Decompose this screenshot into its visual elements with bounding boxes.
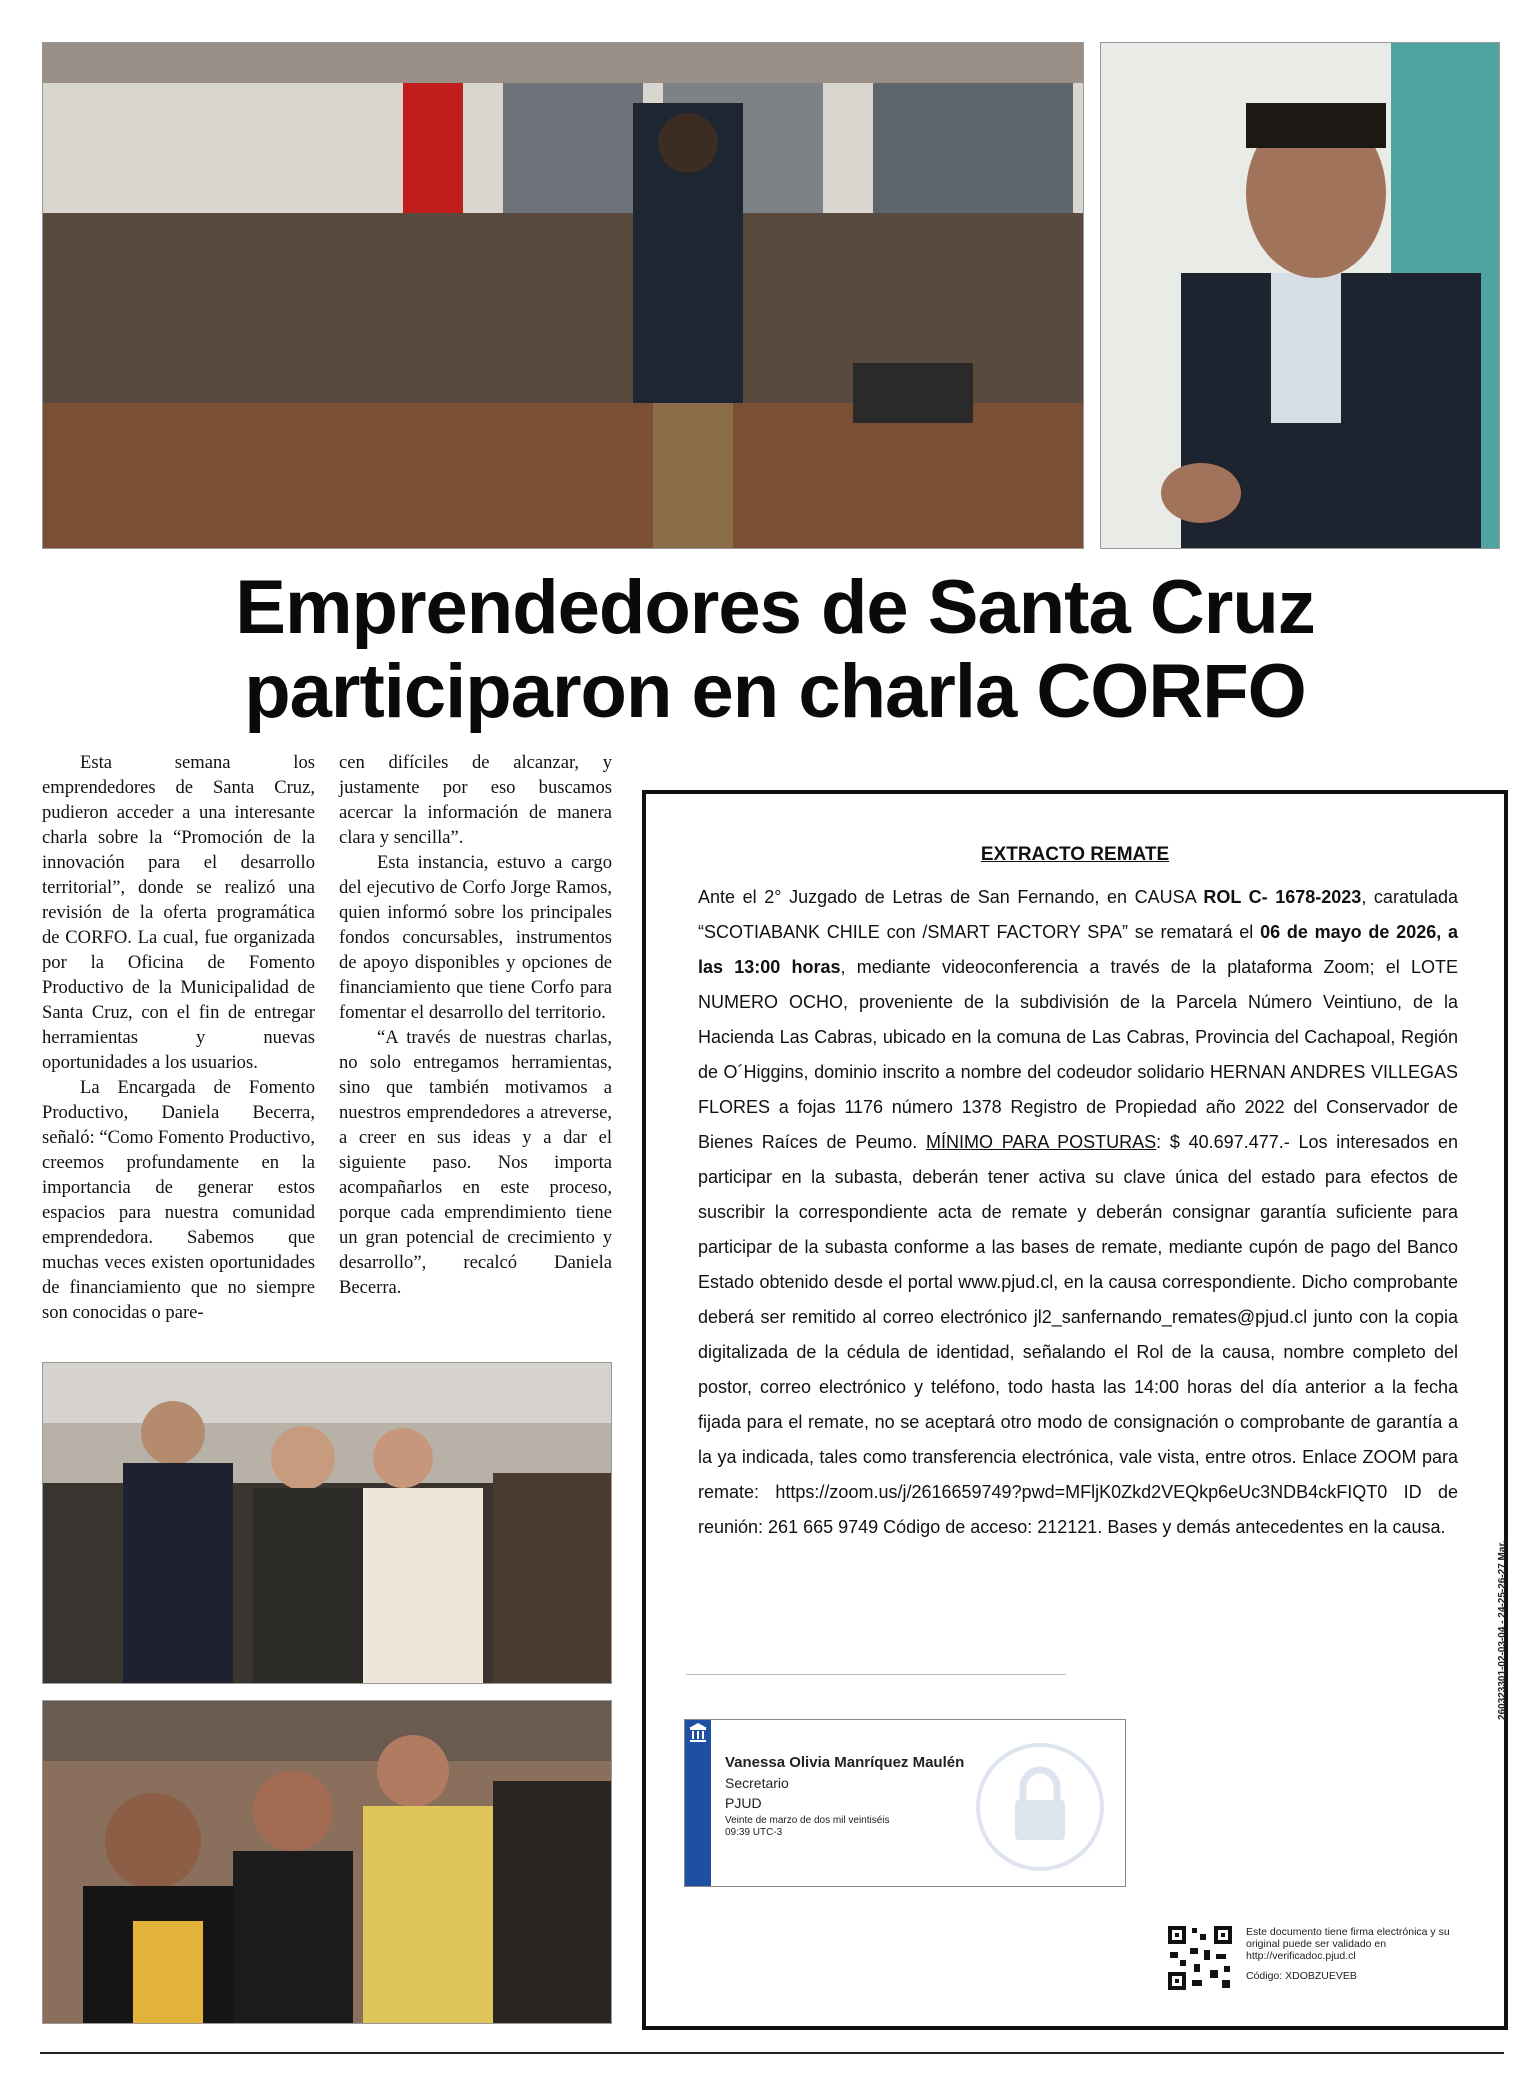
signer-role: Secretario [725, 1775, 789, 1791]
notice-auction-date: 06 de mayo de 2026, a las 13:00 horas [698, 922, 1458, 977]
signature-details [725, 1754, 964, 1839]
notice-text: Ante el 2° Juzgado de Letras de San Fernando, en CAUSA [698, 887, 1204, 907]
headline [80, 566, 1470, 734]
signature-card [684, 1719, 1126, 1887]
headline-line-1: Emprendedores de Santa Cruz [235, 565, 1315, 650]
signer-name: Vanessa Olivia Manríquez Maulén [725, 1754, 965, 1771]
signer-org: PJUD [725, 1795, 762, 1811]
lock-icon [975, 1742, 1105, 1872]
article-paragraph: Esta instancia, estuvo a cargo del ejecutivo de Corfo Jorge Ramos, quien informó sobre los principales fondos concursables, instrumentos de apoyo disponibles y opciones de financiamiento que tiene Corfo para fomentar el desarrollo del territorio. [339, 852, 612, 1023]
article-paragraph: Esta semana los emprendedores de Santa Cruz, pudieron acceder a una interesante charla sobre la “Promoción de la innovación para el desarrollo territorial”, donde se realizó una revisión de la oferta programática de CORFO. La cual, fue organizada por la Oficina de Fomento Productivo de la Municipalidad de Santa Cruz, con el fin de entregar herramientas y nuevas oportunidades a los usuarios. [42, 752, 315, 1073]
notice-minimum-label: MÍNIMO PARA POSTURAS [926, 1132, 1157, 1152]
notice-text: : $ 40.697.477.- Los interesados en participar en la subasta, deberán tener activa su clave única del estado para efectos de suscribir la correspondiente acta de remate y deberán consignar garantía suficiente para participar de la subasta conforme a las bases de remate, mediante cupón de pago del Banco Estado obtenido desde el portal www.pjud.cl, en la causa correspondiente. Dicho comprobante deberá ser remitido al correo electrónico jl2_sanfernando_remates@pjud.cl junto con la copia digitalizada de la cédula de identidad, señalando el Rol de la causa, nombre completo del postor, correo electrónico y teléfono, todo hasta las 14:00 horas del día anterior a la fecha fijada para el remate, no se aceptará otro modo de consignación o comprobante de garantía a la ya indicada, tales como transferencia electrónica, vale vista, entre otros. Enlace ZOOM para remate: https://zoom.us/j/2616659749?pwd=MFljK0Zkd2VEQkp6eUc3NDB4ckFIQT0 ID de reunión: 261 665 9749 Código de acceso: 212121. Bases y demás antecedentes en la causa. [698, 1132, 1458, 1537]
photo-attendees-1 [42, 1362, 612, 1684]
article-paragraph: La Encargada de Fomento Productivo, Daniela Becerra, señaló: “Como Fomento Productivo, creemos profundamente en la importancia de generar estos espacios para nuestra comunidad emprendedora. Sabemos que muchas veces existen oportunidades de financiamiento que no siempre son conocidas o pare- [42, 1077, 315, 1323]
article-column-1 [42, 750, 315, 1325]
side-publication-code: 260323301-02-03-04 - 24-25-26-27 Mar. [1497, 1540, 1508, 1720]
article-paragraph: cen difíciles de alcanzar, y justamente por eso buscamos acercar la información de manera clara y sencilla”. [339, 752, 612, 848]
photo-audience-charla [42, 42, 1084, 549]
headline-line-2: participaron en charla CORFO [244, 649, 1306, 734]
qr-code-icon [1166, 1924, 1234, 1992]
notice-case-rol: ROL C- 1678-2023 [1203, 887, 1362, 907]
legal-notice-box [642, 790, 1508, 2030]
verification-text: Este documento tiene firma electrónica y su original puede ser validado en http://verificadoc.pjud.cl [1246, 1926, 1450, 1962]
notice-body [698, 880, 1458, 1545]
bottom-rule [40, 2052, 1504, 2054]
verification-note [1246, 1926, 1486, 1982]
signature-date: Veinte de marzo de dos mil veintiséis [725, 1815, 890, 1826]
notice-text: , mediante videoconferencia a través de la plataforma Zoom; el LOTE NUMERO OCHO, proveniente de la subdivisión de la Parcela Número Veintiuno, de la Hacienda Las Cabras, ubicado en la comuna de Las Cabras, Provincia del Cachapoal, Región de O´Higgins, dominio inscrito a nombre del codeudor solidario HERNAN ANDRES VILLEGAS FLORES a fojas 1176 número 1378 Registro de Propiedad año 2022 del Conservador de Bienes Raíces de Peumo. [698, 957, 1458, 1152]
notice-title: EXTRACTO REMATE [980, 844, 1170, 865]
notice-text: , caratulada “SCOTIABANK CHILE con /SMART FACTORY SPA” se rematará el [698, 887, 1458, 942]
divider [686, 1674, 1066, 1675]
signature-time: 09:39 UTC-3 [725, 1827, 783, 1838]
verification-code: Código: XDOBZUEVEB [1246, 1970, 1357, 1982]
article-column-2 [339, 750, 612, 1300]
court-building-icon [685, 1720, 711, 1746]
signature-accent-bar [685, 1720, 711, 1886]
article-paragraph: “A través de nuestras charlas, no solo entregamos herramientas, sino que también motivamos a nuestros emprendedores a atreverse, a creer en sus ideas y a dar el siguiente paso. Nos importa acompañarlos en este proceso, porque cada emprendimiento tiene un gran potencial de crecimiento y desarrollo”, recalcó Daniela Becerra. [339, 1027, 612, 1298]
photo-attendees-2 [42, 1700, 612, 2024]
photo-speaker-portrait [1100, 42, 1500, 549]
